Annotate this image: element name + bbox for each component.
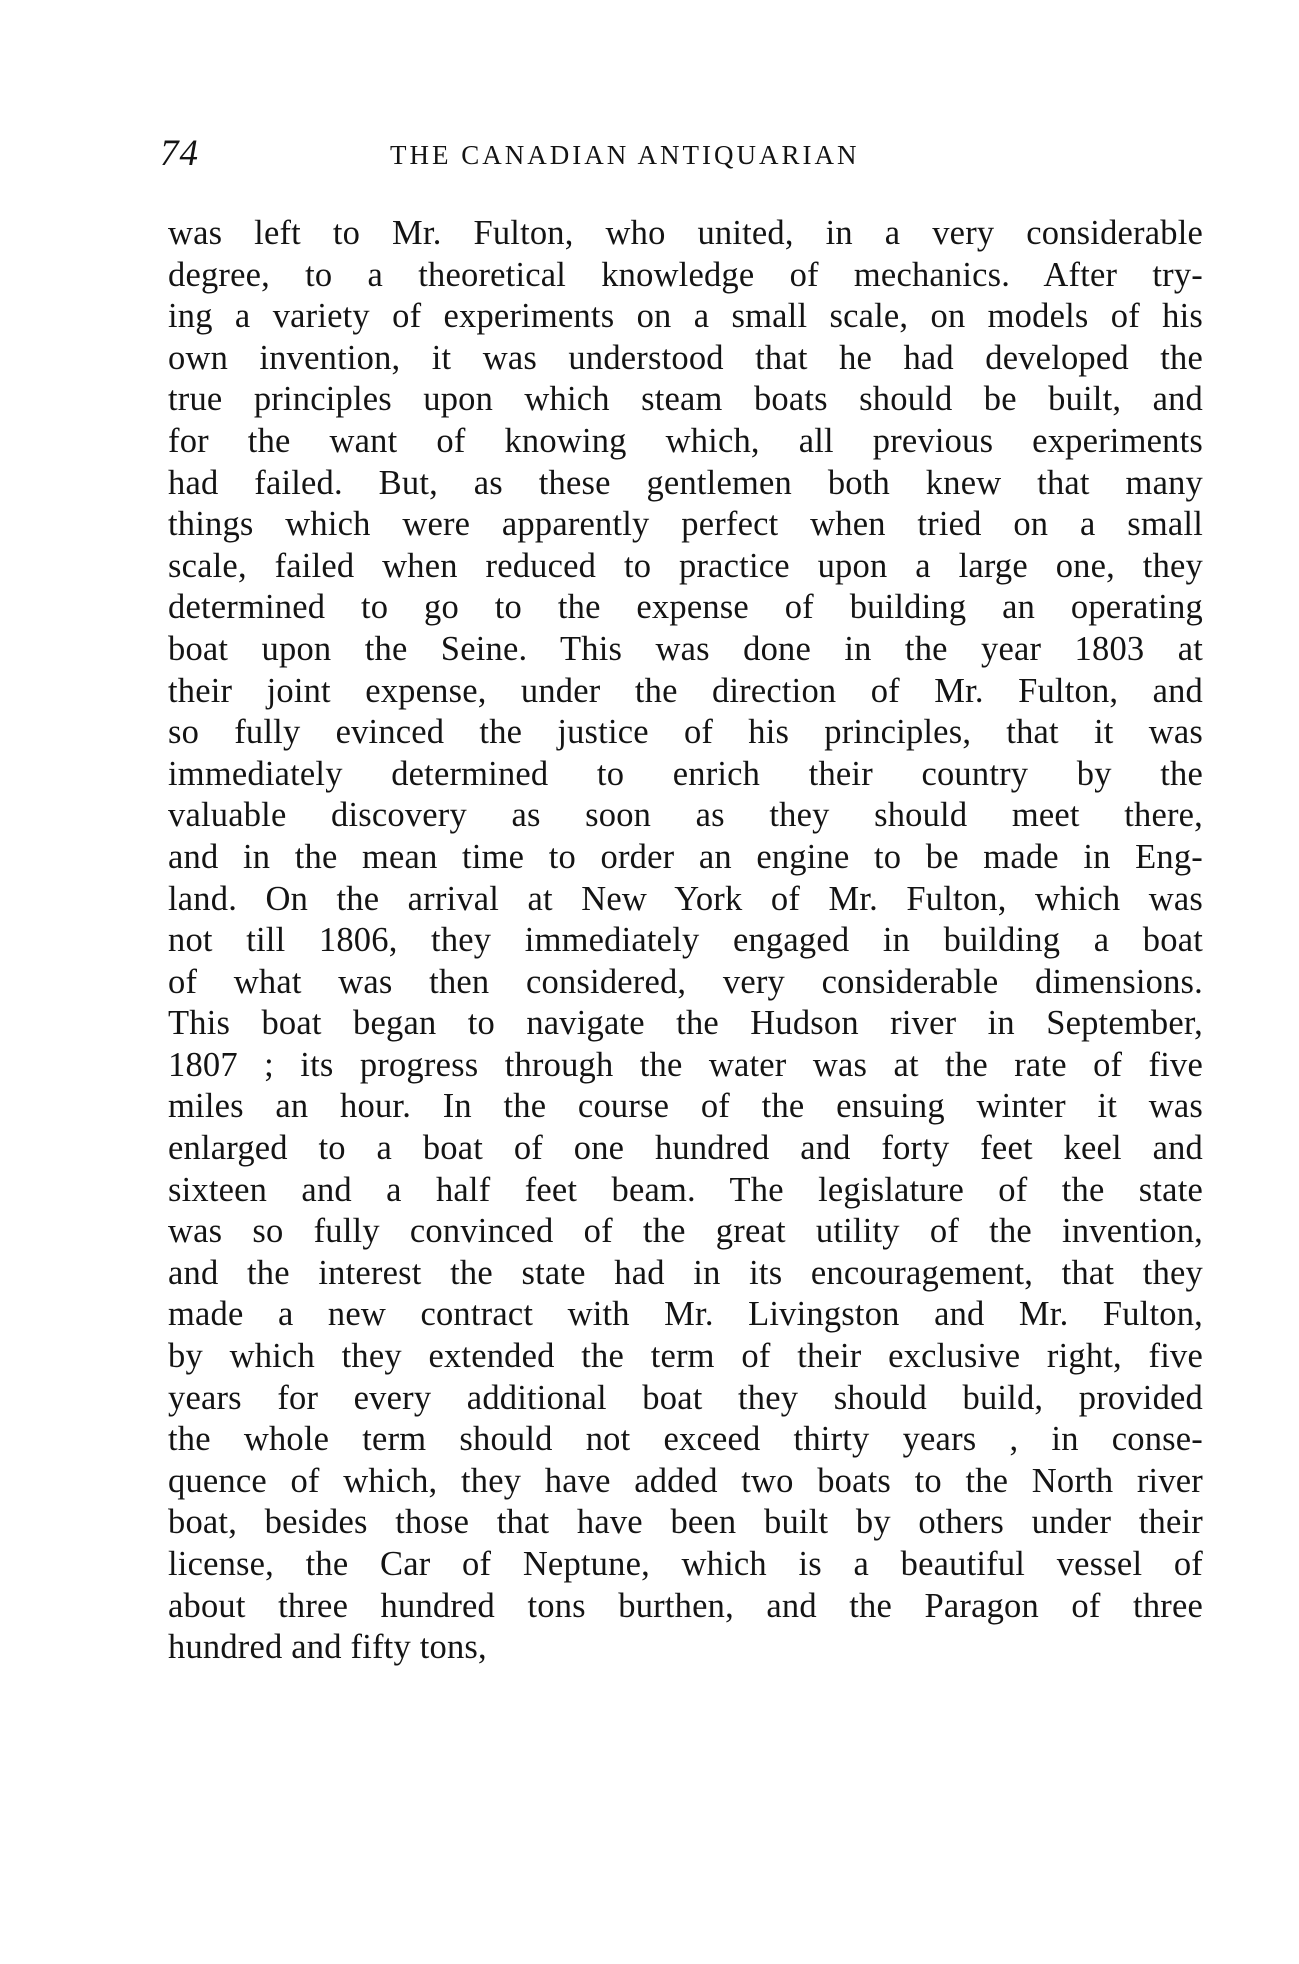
text-line: about three hundred tons burthen, and the Paragon of three xyxy=(168,1586,1203,1625)
text-line: quence of which, they have added two boats to the North river xyxy=(168,1461,1203,1500)
text-line: This boat began to navigate the Hudson river in September, xyxy=(168,1004,1203,1043)
body-text xyxy=(168,213,1203,1669)
text-line: determined to go to the expense of building an operating xyxy=(168,588,1203,627)
text-line: own invention, it was understood that he had developed the xyxy=(168,338,1203,377)
journal-title: THE CANADIAN ANTIQUARIAN xyxy=(390,140,860,170)
text-line: was left to Mr. Fulton, who united, in a very considerable xyxy=(168,214,1203,252)
text-line: enlarged to a boat of one hundred and forty feet keel and xyxy=(168,1129,1203,1168)
text-line: was so fully convinced of the great utility of the invention, xyxy=(168,1212,1203,1251)
text-line: things which were apparently perfect when tried on a small xyxy=(168,505,1203,544)
text-line: made a new contract with Mr. Livingston and Mr. Fulton, xyxy=(168,1295,1203,1334)
text-line: had failed. But, as these gentlemen both knew that many xyxy=(168,463,1203,502)
text-line: degree, to a theoretical knowledge of mechanics. After try- xyxy=(168,255,1203,294)
text-line: years for every additional boat they should build, provided xyxy=(168,1378,1203,1417)
text-line: for the want of knowing which, all previous experiments xyxy=(168,421,1203,460)
text-line: land. On the arrival at New York of Mr. Fulton, which was xyxy=(168,879,1203,918)
text-line: true principles upon which steam boats should be built, and xyxy=(168,380,1203,419)
text-line: valuable discovery as soon as they should meet there, xyxy=(168,796,1203,835)
text-line: ing a variety of experiments on a small scale, on models of his xyxy=(168,297,1203,336)
page-number: 74 xyxy=(160,133,199,174)
text-line: immediately determined to enrich their country by the xyxy=(168,754,1203,793)
text-line: not till 1806, they immediately engaged in building a boat xyxy=(168,921,1203,960)
text-line: license, the Car of Neptune, which is a beautiful vessel of xyxy=(168,1545,1203,1583)
text-line: miles an hour. In the course of the ensuing winter it was xyxy=(168,1087,1203,1126)
text-line: and in the mean time to order an engine to be made in Eng- xyxy=(168,837,1203,876)
text-line: sixteen and a half feet beam. The legislature of the state xyxy=(168,1170,1203,1209)
text-line: hundred and fifty tons, xyxy=(168,1628,487,1667)
text-line: the whole term should not exceed thirty years , in conse- xyxy=(168,1420,1203,1459)
text-line: of what was then considered, very considerable dimensions. xyxy=(168,962,1203,1001)
text-line: by which they extended the term of their exclusive right, five xyxy=(168,1337,1203,1376)
text-line: boat upon the Seine. This was done in the year 1803 at xyxy=(168,629,1203,668)
text-line: their joint expense, under the direction of Mr. Fulton, and xyxy=(168,671,1203,710)
text-line: so fully evinced the justice of his principles, that it was xyxy=(168,713,1203,752)
text-line: and the interest the state had in its encouragement, that they xyxy=(168,1253,1203,1292)
text-line: boat, besides those that have been built by others under their xyxy=(168,1503,1203,1542)
text-line: scale, failed when reduced to practice upon a large one, they xyxy=(168,546,1203,585)
text-line: 1807 ; its progress through the water was at the rate of five xyxy=(168,1045,1203,1084)
running-head xyxy=(160,132,1200,182)
